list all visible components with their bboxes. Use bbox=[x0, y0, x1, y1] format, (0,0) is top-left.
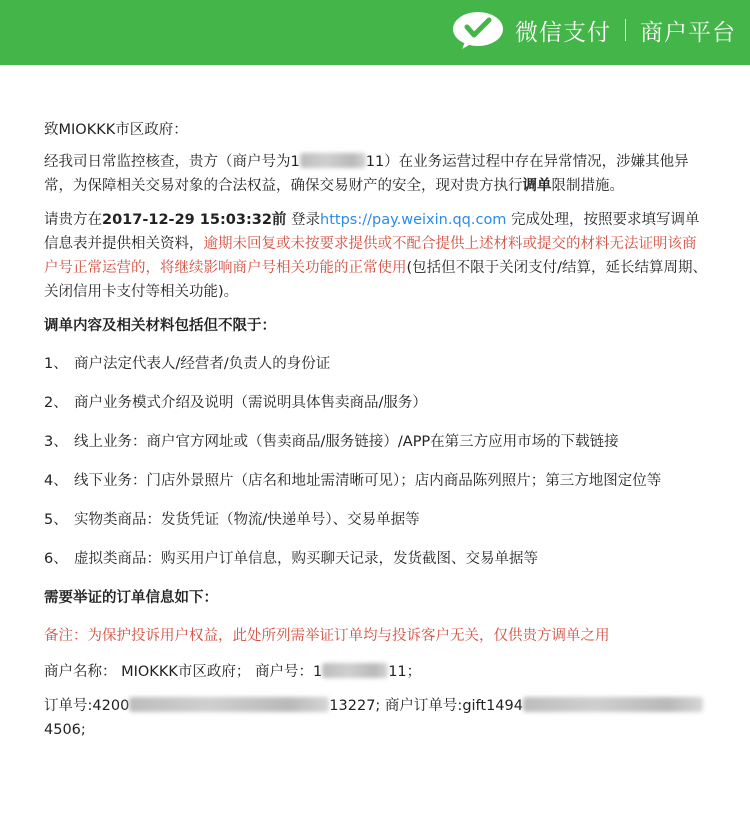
brand-divider bbox=[625, 19, 626, 41]
para2-mid: 完成处理，按照要求填写调单信息表并提供相关资料， bbox=[44, 212, 700, 252]
notice-body bbox=[44, 118, 708, 742]
order-info bbox=[44, 694, 708, 742]
header-bar bbox=[0, 0, 750, 65]
merchant-info bbox=[44, 660, 708, 684]
para2-suffix: (包括但不限于关闭支付/结算，延长结算周期、关闭信用卡支付等相关功能)。 bbox=[44, 260, 708, 300]
brand-logo bbox=[451, 10, 736, 50]
masked-merchant-id bbox=[300, 153, 366, 168]
merchant-id-suffix: 11； bbox=[388, 664, 422, 680]
warning-text: 逾期未回复或未按要求提供或不配合提供上述材料或提交的材料无法证明该商户号正常运营的，将继续影响商户号相关功能的正常使用 bbox=[44, 236, 697, 276]
para1-suffix: 限制措施。 bbox=[551, 178, 624, 194]
deadline: 2017-12-29 15:03:32前 bbox=[102, 212, 287, 228]
merchant-order-prefix: gift1494 bbox=[462, 698, 523, 714]
masked-merchant-order-id bbox=[523, 697, 703, 712]
masked-order-id bbox=[129, 697, 329, 712]
para2-prefix: 请贵方在 bbox=[44, 212, 102, 228]
list-item: 6、 虚拟类商品：购买用户订单信息，购买聊天记录，发货截图、交易单据等 bbox=[44, 551, 538, 567]
merchant-id-label: 商户号： bbox=[250, 664, 313, 680]
list-item: 1、 商户法定代表人/经营者/负责人的身份证 bbox=[44, 356, 331, 372]
greeting: 致MIOKKK市区政府： bbox=[44, 122, 188, 138]
merchant-id-prefix: 1 bbox=[312, 664, 323, 680]
list-item: 4、 线下业务：门店外景照片（店名和地址需清晰可见）；店内商品陈列照片；第三方地图定位等 bbox=[44, 473, 662, 489]
list-item: 5、 实物类商品：发货凭证（物流/快递单号）、交易单据等 bbox=[44, 512, 420, 528]
masked-merchant-id bbox=[322, 663, 388, 678]
para1-bold: 调单 bbox=[522, 178, 552, 194]
merchant-order-suffix: 4506; bbox=[44, 722, 86, 738]
brand-title: 微信支付 bbox=[515, 19, 611, 46]
para1-masked-tail: 11 bbox=[365, 154, 385, 170]
order-label: 订单号: bbox=[44, 698, 93, 714]
merchant-platform-link[interactable]: https://pay.weixin.qq.com bbox=[320, 212, 507, 228]
merchant-name-label: 商户名称： bbox=[44, 664, 117, 680]
list-item: 2、 商户业务模式介绍及说明（需说明具体售卖商品/服务） bbox=[44, 395, 427, 411]
list-item: 3、 线上业务：商户官方网址或（售卖商品/服务链接）/APP在第三方应用市场的下载链接 bbox=[44, 434, 619, 450]
order-suffix: 13227; bbox=[329, 698, 381, 714]
para1-middle: ）在业务运营过程中存在异常情况，涉嫌其他异常，为保障相关交易对象的合法权益，确保交易财产的安全，现对贵方执行 bbox=[44, 154, 689, 194]
materials-title: 调单内容及相关材料包括但不限于： bbox=[44, 318, 276, 334]
orders-title: 需要举证的订单信息如下： bbox=[44, 590, 218, 606]
para1-prefix: 经我司日常监控核查，贵方（商户号为1 bbox=[44, 154, 300, 170]
merchant-order-label: 商户订单号: bbox=[380, 698, 463, 714]
materials-list bbox=[44, 352, 708, 571]
notice-paragraph bbox=[44, 150, 708, 198]
merchant-name: MIOKKK市区政府； bbox=[116, 664, 251, 680]
instruction-paragraph bbox=[44, 208, 708, 304]
login-text: 登录 bbox=[286, 212, 321, 228]
wechat-pay-logo-icon bbox=[451, 10, 505, 50]
order-prefix: 4200 bbox=[92, 698, 130, 714]
note-text: 备注：为保护投诉用户权益，此处所列需举证订单均与投诉客户无关，仅供贵方调单之用 bbox=[44, 628, 610, 644]
brand-subtitle: 商户平台 bbox=[640, 19, 736, 46]
